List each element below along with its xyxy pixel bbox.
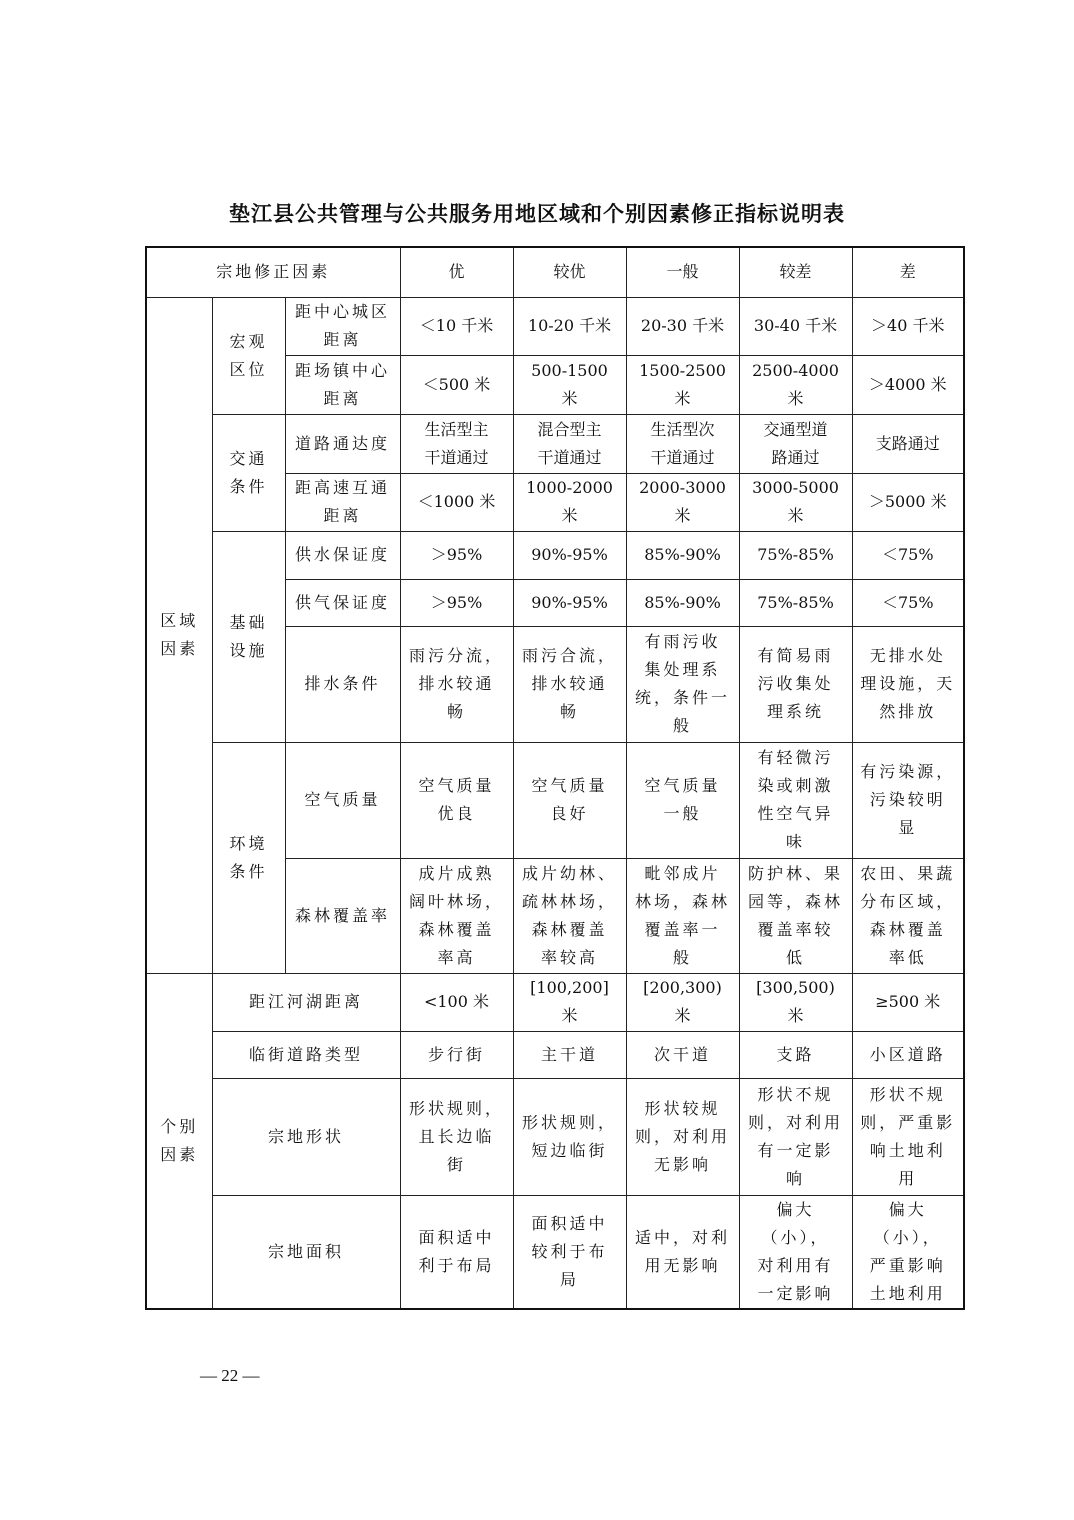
cell: ＞5000 米 — [852, 473, 964, 531]
table-row — [146, 297, 964, 355]
cell: 90%-95% — [513, 531, 626, 579]
cell: 2500-4000 米 — [739, 355, 852, 414]
subgroup-env: 环境 条件 — [212, 742, 285, 973]
group-regional: 区域 因素 — [146, 297, 212, 973]
cell: 毗邻成片 林场，森林 覆盖率一 般 — [626, 858, 739, 973]
row-label: 宗地面积 — [212, 1195, 400, 1309]
cell: ＞4000 米 — [852, 355, 964, 414]
document-title: 垫江县公共管理与公共服务用地区域和个别因素修正指标说明表 — [229, 201, 845, 226]
cell: 有污染源， 污染较明 显 — [852, 742, 964, 858]
cell: ≥500 米 — [852, 973, 964, 1031]
header-grade-5: 差 — [852, 247, 964, 297]
table-row — [146, 973, 964, 1031]
cell: 支路通过 — [852, 414, 964, 473]
subgroup-infra: 基础 设施 — [212, 531, 285, 742]
cell: ＞95% — [400, 531, 513, 579]
cell: 空气质量 良好 — [513, 742, 626, 858]
header-factor: 宗地修正因素 — [146, 247, 400, 297]
cell: 主干道 — [513, 1031, 626, 1078]
header-grade-1: 优 — [400, 247, 513, 297]
row-label: 宗地形状 — [212, 1078, 400, 1195]
cell: 85%-90% — [626, 531, 739, 579]
cell: 有简易雨 污收集处 理系统 — [739, 626, 852, 742]
table-row — [146, 1195, 964, 1309]
subgroup-traffic: 交通 条件 — [212, 414, 285, 531]
row-label: 空气质量 — [285, 742, 400, 858]
cell: 面积适中 较利于布 局 — [513, 1195, 626, 1309]
cell: ＜1000 米 — [400, 473, 513, 531]
header-grade-3: 一般 — [626, 247, 739, 297]
header-grade-2: 较优 — [513, 247, 626, 297]
cell: 有轻微污 染或刺激 性空气异 味 — [739, 742, 852, 858]
cell: 20-30 千米 — [626, 297, 739, 355]
cell: 75%-85% — [739, 531, 852, 579]
cell: 成片幼林、 疏林林场， 森林覆盖 率较高 — [513, 858, 626, 973]
cell: 步行街 — [400, 1031, 513, 1078]
cell: 空气质量 一般 — [626, 742, 739, 858]
cell: ＜75% — [852, 579, 964, 626]
cell: 30-40 千米 — [739, 297, 852, 355]
cell: 形状规则， 短边临街 — [513, 1078, 626, 1195]
cell: 成片成熟 阔叶林场， 森林覆盖 率高 — [400, 858, 513, 973]
row-label: 道路通达度 — [285, 414, 400, 473]
cell: 2000-3000 米 — [626, 473, 739, 531]
row-label: 距中心城区 距离 — [285, 297, 400, 355]
row-label: 供水保证度 — [285, 531, 400, 579]
row-label: 距高速互通 距离 — [285, 473, 400, 531]
cell: 75%-85% — [739, 579, 852, 626]
cell: ＜10 千米 — [400, 297, 513, 355]
row-label: 排水条件 — [285, 626, 400, 742]
cell: 防护林、果 园等，森林 覆盖率较 低 — [739, 858, 852, 973]
cell: 1500-2500 米 — [626, 355, 739, 414]
cell: ＜500 米 — [400, 355, 513, 414]
cell: 形状不规 则，严重影 响土地利 用 — [852, 1078, 964, 1195]
page-number: — 22 — — [200, 1366, 260, 1385]
cell: 次干道 — [626, 1031, 739, 1078]
correction-index-table — [145, 246, 965, 1310]
cell: 1000-2000 米 — [513, 473, 626, 531]
cell: 适中，对利 用无影响 — [626, 1195, 739, 1309]
header-row — [146, 247, 964, 297]
row-label: 临街道路类型 — [212, 1031, 400, 1078]
cell: 有雨污收 集处理系 统，条件一 般 — [626, 626, 739, 742]
cell: [100,200] 米 — [513, 973, 626, 1031]
cell: 小区道路 — [852, 1031, 964, 1078]
subgroup-macro: 宏观 区位 — [212, 297, 285, 414]
row-label: 供气保证度 — [285, 579, 400, 626]
cell: 生活型主 干道通过 — [400, 414, 513, 473]
cell: 雨污分流， 排水较通 畅 — [400, 626, 513, 742]
cell: <100 米 — [400, 973, 513, 1031]
table-row — [146, 1031, 964, 1078]
cell: ＞40 千米 — [852, 297, 964, 355]
row-label: 森林覆盖率 — [285, 858, 400, 973]
cell: 雨污合流， 排水较通 畅 — [513, 626, 626, 742]
cell: ＞95% — [400, 579, 513, 626]
cell: 支路 — [739, 1031, 852, 1078]
table-row — [146, 414, 964, 473]
cell: 交通型道 路通过 — [739, 414, 852, 473]
cell: 偏大（小）， 严重影响 土地利用 — [852, 1195, 964, 1309]
cell: 形状规则， 且长边临 街 — [400, 1078, 513, 1195]
cell: 生活型次 干道通过 — [626, 414, 739, 473]
cell: 85%-90% — [626, 579, 739, 626]
cell: 面积适中 利于布局 — [400, 1195, 513, 1309]
cell: 形状较规 则，对利用 无影响 — [626, 1078, 739, 1195]
row-label: 距场镇中心 距离 — [285, 355, 400, 414]
table-row — [146, 531, 964, 579]
cell: 3000-5000 米 — [739, 473, 852, 531]
row-label: 距江河湖距离 — [212, 973, 400, 1031]
cell: 空气质量 优良 — [400, 742, 513, 858]
cell: 10-20 千米 — [513, 297, 626, 355]
cell: 农田、果蔬 分布区域， 森林覆盖 率低 — [852, 858, 964, 973]
cell: 无排水处 理设施，天 然排放 — [852, 626, 964, 742]
cell: 90%-95% — [513, 579, 626, 626]
cell: ＜75% — [852, 531, 964, 579]
cell: 500-1500 米 — [513, 355, 626, 414]
group-individual: 个别 因素 — [146, 973, 212, 1309]
cell: 混合型主 干道通过 — [513, 414, 626, 473]
cell: 偏大（小）， 对利用有 一定影响 — [739, 1195, 852, 1309]
header-grade-4: 较差 — [739, 247, 852, 297]
cell: [300,500) 米 — [739, 973, 852, 1031]
table-row — [146, 742, 964, 858]
cell: [200,300) 米 — [626, 973, 739, 1031]
table-row — [146, 1078, 964, 1195]
cell: 形状不规 则，对利用 有一定影 响 — [739, 1078, 852, 1195]
